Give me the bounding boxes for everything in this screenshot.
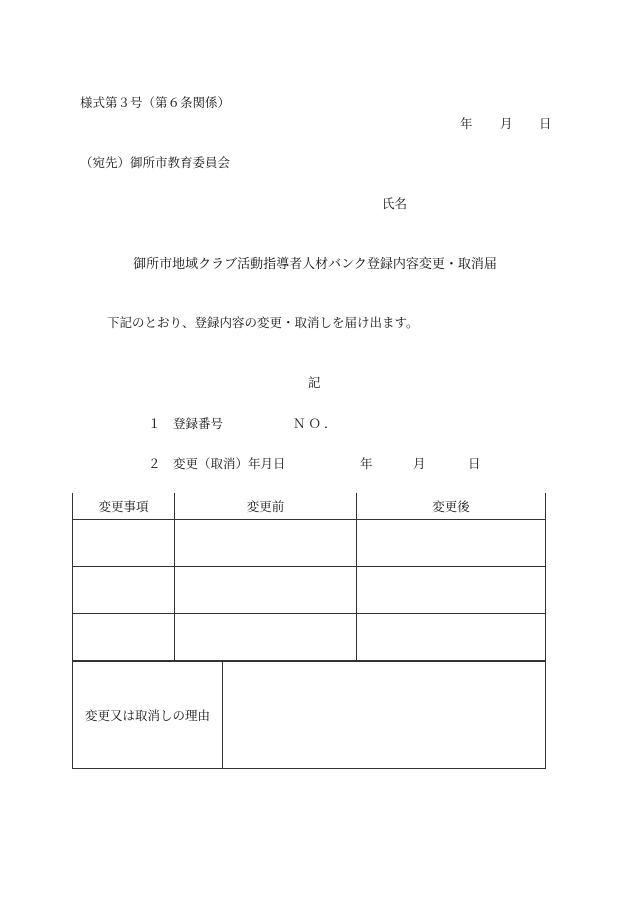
table-row [73,567,546,614]
form-number: 様式第３号（第６条関係） [80,95,231,110]
document-title: 御所市地域クラブ活動指導者人材バンク登録内容変更・取消届 [133,257,497,272]
change-date-year[interactable]: 年 [360,456,373,471]
name-label: 氏名 [382,196,408,211]
body-text: 下記のとおり、登録内容の変更・取消しを届け出ます。 [107,315,419,330]
table-cell[interactable] [357,614,546,661]
header-change-item: 変更事項 [73,493,175,520]
date-day-label: 日 [539,116,552,131]
registration-number-field[interactable]: ＮＯ． [293,416,340,431]
table-cell[interactable] [73,614,175,661]
date-month-label: 月 [500,116,513,131]
addressee: （宛先）御所市教育委員会 [80,155,231,170]
item-2-number: ２ [148,456,161,471]
reason-table [72,661,546,769]
registration-number-label: 登録番号 [173,416,224,431]
item-1-number: １ [148,416,161,431]
table-cell[interactable] [357,567,546,614]
table-cell[interactable] [73,567,175,614]
table-header-row [73,493,546,520]
change-table [72,493,546,661]
change-date-label: 変更（取消）年月日 [173,456,286,471]
date-year-label: 年 [460,116,473,131]
table-cell[interactable] [175,567,357,614]
header-before: 変更前 [175,493,357,520]
change-date-day[interactable]: 日 [468,456,481,471]
reason-field[interactable] [223,662,546,769]
reason-label: 変更又は取消しの理由 [73,662,223,769]
ki-heading: 記 [308,375,321,390]
table-row [73,614,546,661]
table-cell[interactable] [175,614,357,661]
table-cell[interactable] [73,520,175,567]
table-row [73,520,546,567]
change-date-month[interactable]: 月 [413,456,426,471]
header-after: 変更後 [357,493,546,520]
table-cell[interactable] [357,520,546,567]
table-cell[interactable] [175,520,357,567]
